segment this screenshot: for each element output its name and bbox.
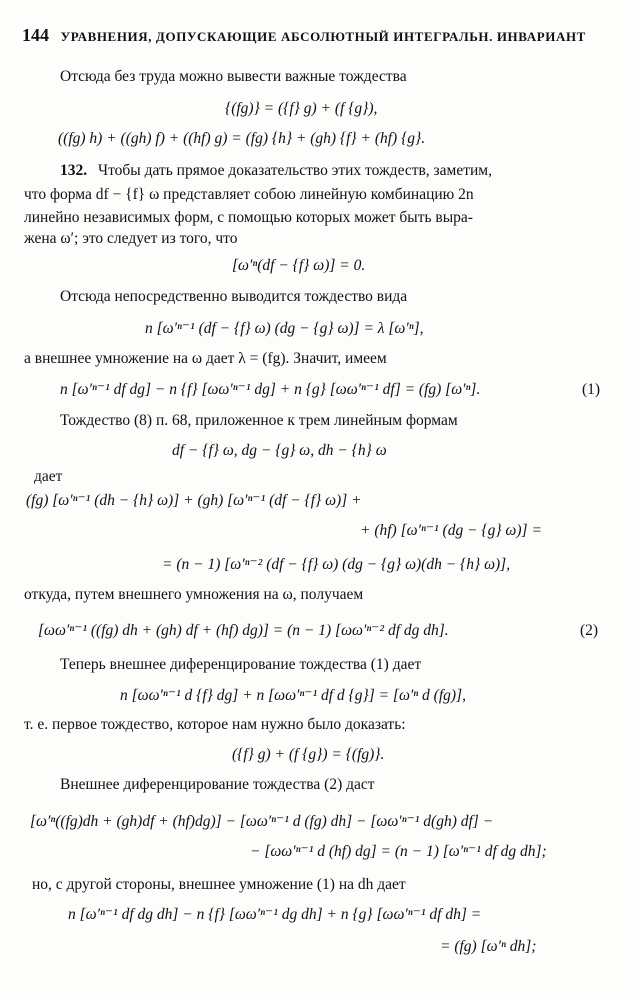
running-title: УРАВНЕНИЯ, ДОПУСКАЮЩИЕ АБСОЛЮТНЫЙ ИНТЕГРАЛЬН. ИНВАРИАНТ <box>60 29 586 44</box>
text-line: а внешнее умножение на ω дает λ = (fg). Значит, имеем <box>24 350 387 367</box>
text-line: жена ω′; это следует из того, что <box>24 230 238 247</box>
equation: (fg) [ω′ⁿ⁻¹ (dh − {h} ω)] + (gh) [ω′ⁿ⁻¹ (df − {f} ω)] + <box>26 492 362 509</box>
section-number: 132. <box>60 162 88 179</box>
text-line: Отсюда непосредственно выводится тождество вида <box>60 288 408 305</box>
text-line: откуда, путем внешнего умножения на ω, получаем <box>24 586 364 603</box>
equation: [ω′ⁿ((fg)dh + (gh)df + (hf)dg)] − [ωω′ⁿ⁻¹ d (fg) dh] − [ωω′ⁿ⁻¹ d(gh) df] − <box>30 813 494 830</box>
text-line: что форма df − {f} ω представляет собою линейную комбинацию 2n <box>24 186 474 203</box>
equation-number: (1) <box>582 381 601 398</box>
text-line: Чтобы дать прямое доказательство этих тождеств, заметим, <box>98 162 492 179</box>
equation-number: (2) <box>580 622 599 639</box>
text-line: т. е. первое тождество, которое нам нужно было доказать: <box>24 716 406 733</box>
equation: n [ω′ⁿ⁻¹ df dg dh] − n {f} [ωω′ⁿ⁻¹ dg dh] + n {g} [ωω′ⁿ⁻¹ df dh] = <box>68 906 482 923</box>
equation: = (n − 1) [ω′ⁿ⁻² (df − {f} ω) (dg − {g} ω)(dh − {h} ω)], <box>162 556 511 573</box>
page-number: 144 <box>22 25 49 45</box>
equation: [ω′ⁿ(df − {f} ω)] = 0. <box>232 257 366 274</box>
text-line: Внешнее диференцирование тождества (2) даст <box>60 776 375 793</box>
text-line: Отсюда без труда можно вывести важные тождества <box>60 68 407 85</box>
text-line: Теперь внешнее диференцирование тождества (1) дает <box>60 656 422 673</box>
equation: {(fg)} = ({f} g) + (f {g}), <box>225 100 378 117</box>
equation: n [ω′ⁿ⁻¹ df dg] − n {f} [ωω′ⁿ⁻¹ dg] + n {g} [ωω′ⁿ⁻¹ df] = (fg) [ω′ⁿ]. <box>60 381 481 398</box>
equation: ({f} g) + (f {g}) = {(fg)}. <box>232 746 385 763</box>
running-header <box>22 26 586 46</box>
equation: = (fg) [ω′ⁿ dh]; <box>440 938 537 955</box>
text-line: дает <box>34 468 63 485</box>
equation: + (hf) [ω′ⁿ⁻¹ (dg − {g} ω)] = <box>360 522 542 539</box>
equation: − [ωω′ⁿ⁻¹ d (hf) dg] = (n − 1) [ω′ⁿ⁻¹ df dg dh]; <box>250 843 547 860</box>
text-line: но, с другой стороны, внешнее умножение (1) на dh дает <box>32 876 406 893</box>
equation: n [ωω′ⁿ⁻¹ d {f} dg] + n [ωω′ⁿ⁻¹ df d {g}] = [ω′ⁿ d (fg)], <box>120 687 466 704</box>
equation: [ωω′ⁿ⁻¹ ((fg) dh + (gh) df + (hf) dg)] = (n − 1) [ωω′ⁿ⁻² df dg dh]. <box>38 622 449 639</box>
equation: df − {f} ω, dg − {g} ω, dh − {h} ω <box>172 442 387 459</box>
text-line: Тождество (8) п. 68, приложенное к трем линейным формам <box>60 412 458 429</box>
text-line: линейно независимых форм, с помощью которых может быть выра- <box>24 209 473 226</box>
equation: n [ω′ⁿ⁻¹ (df − {f} ω) (dg − {g} ω)] = λ [ω′ⁿ], <box>145 320 424 337</box>
equation: ((fg) h) + ((gh) f) + ((hf) g) = (fg) {h} + (gh) {f} + (hf) {g}. <box>58 130 426 147</box>
